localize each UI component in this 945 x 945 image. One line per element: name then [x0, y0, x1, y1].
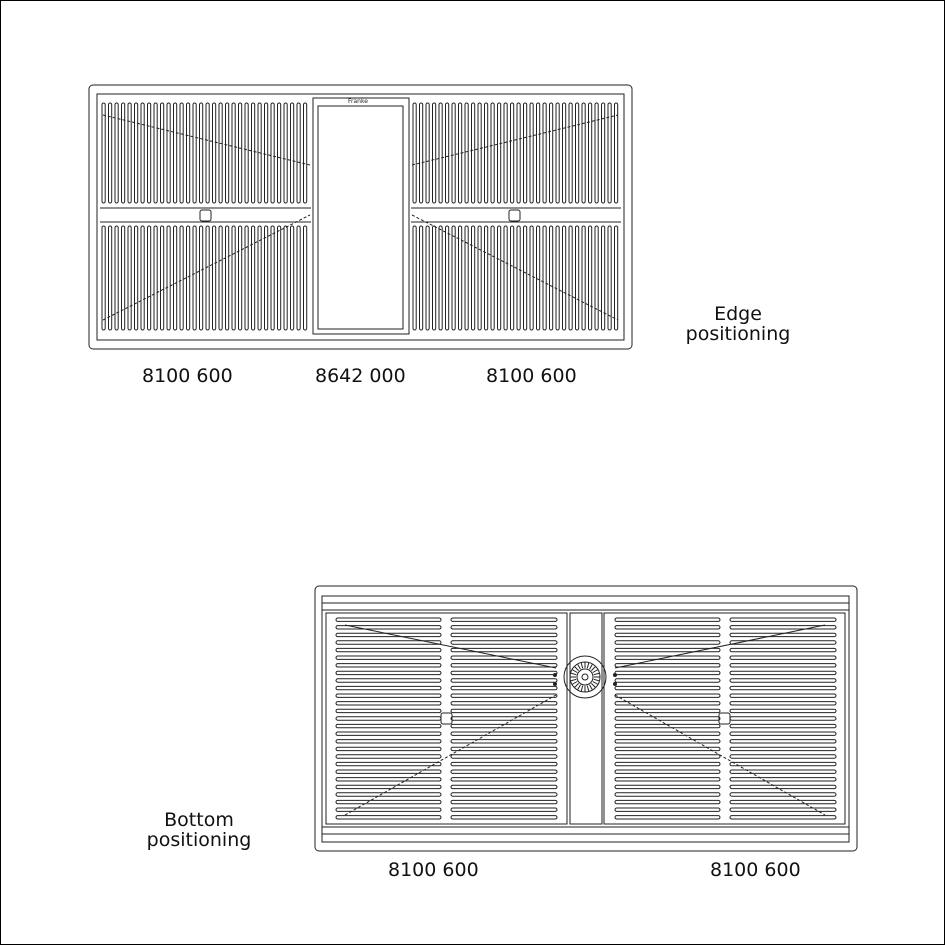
grid-slat — [336, 800, 441, 803]
grid-slat — [595, 226, 598, 330]
grid-slat — [615, 770, 720, 773]
grid-slat — [439, 226, 442, 330]
grid-slat — [615, 226, 618, 330]
grid-slat — [730, 656, 836, 659]
grid-slat — [265, 103, 268, 203]
edge-positioning-diagram — [89, 85, 632, 349]
grid-slat — [180, 226, 183, 330]
grid-slat — [336, 724, 441, 727]
grid-slat — [336, 694, 441, 697]
grid-slat — [730, 808, 836, 811]
grid-slat — [304, 103, 307, 203]
grid-slat — [595, 103, 598, 203]
grid-slat — [135, 226, 138, 330]
grid-slat — [284, 103, 287, 203]
grid-slat — [174, 226, 177, 330]
grid-slat — [451, 732, 557, 735]
grid-slat — [472, 226, 475, 330]
grid-slat — [615, 816, 720, 819]
drain-spoke — [575, 667, 579, 671]
edge-left-drain — [200, 210, 211, 221]
bottom-left-marker — [554, 683, 557, 686]
grid-slat — [730, 709, 836, 712]
grid-slat — [563, 103, 566, 203]
grid-slat — [730, 671, 836, 674]
grid-slat — [530, 103, 533, 203]
grid-slat — [451, 778, 557, 781]
grid-slat — [615, 778, 720, 781]
grid-slat — [615, 694, 720, 697]
grid-slat — [730, 770, 836, 773]
grid-slat — [239, 103, 242, 203]
bottom-drain-spokes — [571, 663, 600, 692]
grid-slat — [451, 618, 557, 621]
grid-slat — [167, 226, 170, 330]
grid-slat — [451, 626, 557, 629]
edge-right-slope-line — [412, 115, 618, 165]
grid-slat — [451, 808, 557, 811]
grid-slat — [433, 226, 436, 330]
grid-slat — [730, 686, 836, 689]
grid-slat — [498, 103, 501, 203]
grid-slat — [730, 717, 836, 720]
edge-center-bowl-outer — [313, 98, 409, 334]
bottom-positioning-title — [139, 810, 259, 850]
bottom-title-line1: Bottom — [164, 809, 234, 831]
grid-slat — [284, 226, 287, 330]
grid-slat — [504, 103, 507, 203]
grid-slat — [122, 103, 125, 203]
grid-slat — [615, 740, 720, 743]
grid-slat — [226, 226, 229, 330]
grid-slat — [451, 671, 557, 674]
grid-slat — [730, 785, 836, 788]
edge-sink-inner — [97, 94, 624, 340]
grid-slat — [232, 103, 235, 203]
edge-left-grid — [100, 103, 311, 330]
grid-slat — [278, 226, 281, 330]
grid-slat — [297, 226, 300, 330]
grid-slat — [336, 679, 441, 682]
grid-slat — [109, 103, 112, 203]
grid-slat — [278, 103, 281, 203]
grid-slat — [451, 800, 557, 803]
edge-right-slope-line — [412, 215, 618, 320]
drain-spoke — [587, 663, 588, 668]
grid-slat — [615, 679, 720, 682]
grid-slat — [615, 702, 720, 705]
drain-spoke — [581, 686, 582, 691]
grid-slat — [608, 226, 611, 330]
grid-slat — [161, 226, 164, 330]
grid-slat — [478, 226, 481, 330]
grid-slat — [615, 808, 720, 811]
grid-slat — [615, 793, 720, 796]
grid-slat — [615, 626, 720, 629]
grid-slat — [291, 226, 294, 330]
bottom-drain-core — [582, 674, 588, 680]
grid-slat — [730, 800, 836, 803]
grid-slat — [569, 103, 572, 203]
grid-slat — [128, 226, 131, 330]
grid-slat — [451, 686, 557, 689]
grid-slat — [252, 103, 255, 203]
grid-slat — [556, 226, 559, 330]
grid-slat — [504, 226, 507, 330]
drain-spoke — [587, 686, 588, 691]
grid-slat — [615, 641, 720, 644]
grid-slat — [550, 103, 553, 203]
grid-slat — [491, 103, 494, 203]
edge-title-line2: positioning — [685, 323, 791, 345]
drain-spoke — [571, 673, 576, 674]
grid-slat — [193, 103, 196, 203]
grid-slat — [336, 664, 441, 667]
grid-slat — [524, 103, 527, 203]
grid-slat — [730, 702, 836, 705]
grid-slat — [122, 226, 125, 330]
grid-slat — [102, 226, 105, 330]
grid-slat — [730, 724, 836, 727]
grid-slat — [451, 762, 557, 765]
grid-slat — [730, 747, 836, 750]
grid-slat — [161, 103, 164, 203]
grid-slat — [446, 103, 449, 203]
grid-slat — [336, 732, 441, 735]
grid-slat — [589, 103, 592, 203]
grid-slat — [451, 633, 557, 636]
drain-spoke — [575, 683, 579, 687]
grid-slat — [615, 103, 618, 203]
grid-slat — [336, 740, 441, 743]
grid-slat — [102, 103, 105, 203]
grid-slat — [206, 103, 209, 203]
grid-slat — [245, 226, 248, 330]
grid-slat — [615, 717, 720, 720]
grid-slat — [582, 103, 585, 203]
grid-slat — [141, 103, 144, 203]
grid-slat — [730, 648, 836, 651]
grid-slat — [465, 226, 468, 330]
grid-slat — [291, 103, 294, 203]
bottom-left-marker — [554, 674, 557, 677]
drain-spoke — [571, 679, 576, 680]
grid-slat — [730, 618, 836, 621]
grid-slat — [451, 785, 557, 788]
grid-slat — [336, 747, 441, 750]
grid-slat — [451, 709, 557, 712]
grid-slat — [439, 103, 442, 203]
grid-slat — [252, 226, 255, 330]
grid-slat — [556, 103, 559, 203]
grid-slat — [426, 103, 429, 203]
grid-slat — [452, 226, 455, 330]
bottom-left-slope-line — [345, 625, 556, 668]
grid-slat — [297, 103, 300, 203]
grid-slat — [451, 694, 557, 697]
bottom-right-marker — [614, 674, 617, 677]
edge-right-code: 8100 600 — [486, 365, 577, 387]
grid-slat — [511, 103, 514, 203]
grid-slat — [485, 103, 488, 203]
grid-slat — [420, 226, 423, 330]
grid-slat — [608, 103, 611, 203]
grid-slat — [206, 226, 209, 330]
grid-slat — [569, 226, 572, 330]
edge-left-code: 8100 600 — [142, 365, 233, 387]
grid-slat — [154, 226, 157, 330]
grid-slat — [615, 755, 720, 758]
grid-slat — [730, 755, 836, 758]
grid-slat — [245, 103, 248, 203]
grid-slat — [148, 103, 151, 203]
bottom-center-channel — [570, 613, 602, 824]
grid-slat — [148, 226, 151, 330]
grid-slat — [304, 226, 307, 330]
drain-spoke — [578, 664, 581, 669]
grid-slat — [167, 103, 170, 203]
grid-slat — [413, 226, 416, 330]
grid-slat — [336, 816, 441, 819]
grid-slat — [485, 226, 488, 330]
grid-slat — [615, 800, 720, 803]
grid-slat — [180, 103, 183, 203]
grid-slat — [511, 226, 514, 330]
grid-slat — [271, 226, 274, 330]
drain-spoke — [590, 685, 593, 690]
grid-slat — [615, 686, 720, 689]
grid-slat — [459, 226, 462, 330]
drain-spoke — [591, 667, 595, 671]
grid-slat — [576, 226, 579, 330]
grid-slat — [730, 762, 836, 765]
grid-slat — [336, 762, 441, 765]
grid-slat — [563, 226, 566, 330]
grid-slat — [615, 762, 720, 765]
grid-slat — [336, 618, 441, 621]
grid-slat — [336, 656, 441, 659]
grid-slat — [271, 103, 274, 203]
grid-slat — [530, 226, 533, 330]
drain-spoke — [581, 663, 582, 668]
bottom-right-code: 8100 600 — [710, 859, 801, 881]
grid-slat — [336, 709, 441, 712]
bottom-left-grid — [336, 618, 557, 819]
grid-slat — [336, 686, 441, 689]
grid-slat — [615, 785, 720, 788]
brand-logo: Franke — [348, 98, 368, 105]
grid-slat — [141, 226, 144, 330]
edge-center-bowl-inner — [318, 106, 403, 329]
grid-slat — [537, 226, 540, 330]
edge-positioning-title — [678, 304, 798, 344]
bottom-title-line2: positioning — [146, 829, 252, 851]
grid-slat — [336, 648, 441, 651]
grid-slat — [615, 747, 720, 750]
grid-slat — [115, 226, 118, 330]
grid-slat — [239, 226, 242, 330]
grid-slat — [615, 732, 720, 735]
grid-slat — [219, 103, 222, 203]
grid-slat — [420, 103, 423, 203]
grid-slat — [452, 103, 455, 203]
grid-slat — [543, 103, 546, 203]
edge-right-grid — [411, 103, 621, 330]
grid-slat — [451, 747, 557, 750]
grid-slat — [478, 103, 481, 203]
grid-slat — [451, 679, 557, 682]
grid-slat — [498, 226, 501, 330]
grid-slat — [219, 226, 222, 330]
grid-slat — [336, 793, 441, 796]
bottom-left-code: 8100 600 — [388, 859, 479, 881]
grid-slat — [582, 226, 585, 330]
grid-slat — [615, 633, 720, 636]
edge-right-drain — [509, 210, 520, 221]
grid-slat — [730, 778, 836, 781]
grid-slat — [258, 226, 261, 330]
grid-slat — [128, 103, 131, 203]
grid-slat — [730, 694, 836, 697]
bottom-positioning-diagram — [315, 586, 857, 851]
drain-spoke — [572, 670, 577, 673]
grid-slat — [730, 732, 836, 735]
grid-slat — [491, 226, 494, 330]
grid-slat — [730, 793, 836, 796]
grid-slat — [465, 103, 468, 203]
grid-slat — [451, 816, 557, 819]
grid-slat — [426, 226, 429, 330]
bottom-right-grid — [615, 618, 836, 819]
grid-slat — [265, 226, 268, 330]
drain-spoke — [593, 682, 598, 685]
grid-slat — [232, 226, 235, 330]
grid-slat — [109, 226, 112, 330]
grid-slat — [517, 103, 520, 203]
grid-slat — [336, 717, 441, 720]
drain-spoke — [593, 670, 598, 673]
grid-slat — [336, 671, 441, 674]
bottom-drain-inner — [577, 669, 593, 685]
grid-slat — [154, 103, 157, 203]
grid-slat — [433, 103, 436, 203]
grid-slat — [730, 816, 836, 819]
grid-slat — [336, 702, 441, 705]
grid-slat — [336, 785, 441, 788]
bottom-right-marker — [614, 683, 617, 686]
bottom-right-drain — [719, 713, 730, 724]
grid-slat — [576, 103, 579, 203]
grid-slat — [446, 226, 449, 330]
bottom-left-drain — [441, 713, 452, 724]
grid-slat — [451, 755, 557, 758]
grid-slat — [336, 755, 441, 758]
grid-slat — [537, 103, 540, 203]
grid-slat — [200, 226, 203, 330]
grid-slat — [524, 226, 527, 330]
grid-slat — [602, 226, 605, 330]
grid-slat — [187, 103, 190, 203]
grid-slat — [543, 226, 546, 330]
grid-slat — [226, 103, 229, 203]
grid-slat — [451, 740, 557, 743]
grid-slat — [413, 103, 416, 203]
drain-spoke — [594, 679, 599, 680]
grid-slat — [213, 103, 216, 203]
grid-slat — [589, 226, 592, 330]
edge-center-code: 8642 000 — [315, 365, 406, 387]
grid-slat — [615, 618, 720, 621]
grid-slat — [615, 709, 720, 712]
grid-slat — [451, 641, 557, 644]
grid-slat — [615, 664, 720, 667]
grid-slat — [517, 226, 520, 330]
edge-title-line1: Edge — [714, 303, 762, 325]
grid-slat — [730, 679, 836, 682]
grid-slat — [336, 770, 441, 773]
grid-slat — [193, 226, 196, 330]
grid-slat — [451, 717, 557, 720]
drain-spoke — [590, 664, 593, 669]
grid-slat — [135, 103, 138, 203]
bottom-right-slope-line — [615, 625, 825, 668]
grid-slat — [451, 770, 557, 773]
grid-slat — [730, 740, 836, 743]
grid-slat — [451, 793, 557, 796]
drain-spoke — [578, 685, 581, 690]
grid-slat — [336, 778, 441, 781]
grid-slat — [187, 226, 190, 330]
drain-spoke — [594, 673, 599, 674]
grid-slat — [174, 103, 177, 203]
grid-slat — [472, 103, 475, 203]
grid-slat — [550, 226, 553, 330]
grid-slat — [213, 226, 216, 330]
drain-spoke — [572, 682, 577, 685]
grid-slat — [615, 671, 720, 674]
grid-slat — [730, 664, 836, 667]
grid-slat — [200, 103, 203, 203]
drain-spoke — [591, 683, 595, 687]
